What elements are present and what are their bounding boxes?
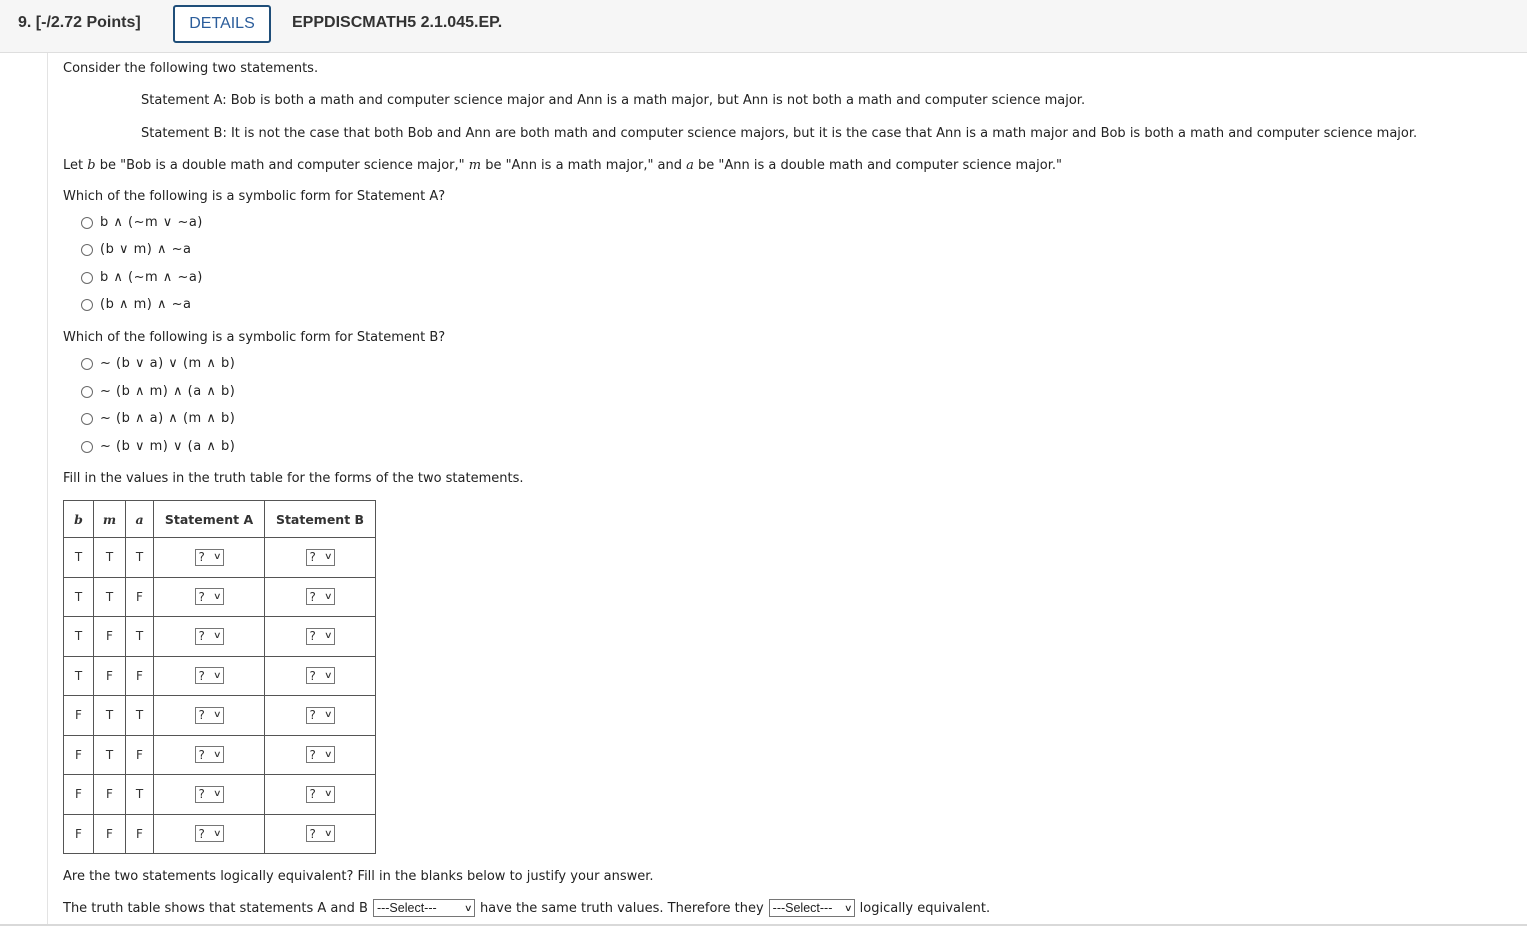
definitions-text: be "Ann is a math major," and [481, 158, 687, 173]
chevron-down-icon: ∨ [212, 670, 222, 681]
cell-a: F [126, 577, 154, 617]
cell-b: T [64, 617, 94, 657]
radio-button[interactable] [81, 441, 93, 453]
table-row [64, 735, 376, 775]
radio-button[interactable] [81, 413, 93, 425]
truth-value-dropdown[interactable] [195, 786, 224, 803]
radio-button[interactable] [81, 244, 93, 256]
sentence-part: have the same truth values. Therefore they [479, 900, 764, 916]
statement-b-option[interactable] [81, 411, 235, 426]
definitions-text: be "Ann is a double math and computer science major." [693, 158, 1062, 173]
truth-value-dropdown[interactable] [306, 786, 335, 803]
details-button[interactable]: DETAILS [173, 5, 271, 43]
cell-m: T [94, 735, 126, 775]
intro-text: Consider the following two statements. [63, 61, 319, 76]
table-row [64, 814, 376, 854]
truth-table [63, 500, 376, 854]
statement-b-option[interactable] [81, 356, 235, 371]
truth-value-dropdown[interactable] [306, 825, 335, 842]
definitions-text: be "Bob is a double math and computer science major," [95, 158, 469, 173]
cell-statement-a [154, 577, 265, 617]
question-number: 9. [-/2.72 Points] [18, 14, 141, 31]
dropdown-value: ? [309, 589, 316, 604]
select-value: ---Select--- [772, 901, 833, 915]
dropdown-value: ? [198, 826, 205, 841]
chevron-down-icon: ∨ [323, 631, 333, 642]
chevron-down-icon: ∨ [323, 749, 333, 760]
statement-a-option[interactable] [81, 215, 203, 230]
truth-value-dropdown[interactable] [195, 667, 224, 684]
cell-m: F [94, 617, 126, 657]
cell-statement-b [265, 617, 376, 657]
cell-m: F [94, 775, 126, 815]
cell-statement-b [265, 735, 376, 775]
equivalence-prompt: Are the two statements logically equivalent? Fill in the blanks below to justify your answer. [63, 869, 654, 884]
header-b: b [64, 501, 94, 538]
variable-b: b [87, 158, 96, 173]
cell-statement-b [265, 577, 376, 617]
dropdown-value: ? [198, 668, 205, 683]
radio-button[interactable] [81, 358, 93, 370]
dropdown-value: ? [309, 708, 316, 723]
question-a-prompt: Which of the following is a symbolic form for Statement A? [63, 189, 446, 204]
cell-a: T [126, 696, 154, 736]
table-header-row [64, 501, 376, 538]
radio-button[interactable] [81, 217, 93, 229]
cell-statement-b [265, 696, 376, 736]
table-row [64, 617, 376, 657]
header-m: m [94, 501, 126, 538]
chevron-down-icon: ∨ [323, 828, 333, 839]
cell-a: F [126, 814, 154, 854]
truth-value-dropdown[interactable] [195, 707, 224, 724]
truth-value-dropdown[interactable] [195, 746, 224, 763]
cell-m: T [94, 538, 126, 578]
chevron-down-icon: ∨ [323, 710, 333, 721]
cell-statement-b [265, 814, 376, 854]
chevron-down-icon: ∨ [323, 670, 333, 681]
cell-statement-b [265, 656, 376, 696]
option-label: (b ∨ m) ∧ ~a [100, 242, 192, 257]
chevron-down-icon: ∨ [212, 591, 222, 602]
chevron-down-icon: ∨ [464, 902, 473, 913]
table-row [64, 656, 376, 696]
cell-m: T [94, 577, 126, 617]
dropdown-value: ? [309, 826, 316, 841]
chevron-down-icon: ∨ [844, 902, 853, 913]
radio-button[interactable] [81, 272, 93, 284]
cell-a: T [126, 538, 154, 578]
chevron-down-icon: ∨ [323, 591, 333, 602]
cell-statement-a [154, 775, 265, 815]
dropdown-value: ? [309, 550, 316, 565]
dropdown-value: ? [198, 708, 205, 723]
option-label: ~ (b ∨ m) ∨ (a ∧ b) [100, 439, 236, 454]
dropdown-value: ? [309, 668, 316, 683]
cell-statement-b [265, 775, 376, 815]
truth-value-dropdown[interactable] [306, 746, 335, 763]
statement-b-option[interactable] [81, 384, 235, 399]
option-label: b ∧ (~m ∧ ~a) [100, 270, 203, 285]
equivalence-select-2[interactable] [769, 899, 855, 917]
statement-a-text: Statement A: Bob is both a math and computer science major and Ann is a math major, but Ann is not both a math and computer science major. [141, 93, 1086, 108]
cell-b: F [64, 814, 94, 854]
truth-value-dropdown[interactable] [306, 667, 335, 684]
truth-value-dropdown[interactable] [306, 549, 335, 566]
sentence-part: logically equivalent. [859, 900, 991, 916]
variable-definitions [63, 158, 1062, 173]
truth-value-dropdown[interactable] [306, 707, 335, 724]
chevron-down-icon: ∨ [212, 552, 222, 563]
sentence-part: The truth table shows that statements A and B [63, 900, 368, 916]
table-row [64, 538, 376, 578]
chevron-down-icon: ∨ [323, 552, 333, 563]
cell-b: F [64, 735, 94, 775]
cell-a: F [126, 735, 154, 775]
question-header [0, 0, 1527, 53]
header-statement-b: Statement B [265, 501, 376, 538]
cell-statement-a [154, 617, 265, 657]
cell-statement-a [154, 538, 265, 578]
truth-value-dropdown[interactable] [306, 588, 335, 605]
cell-statement-a [154, 656, 265, 696]
truth-value-dropdown[interactable] [195, 588, 224, 605]
chevron-down-icon: ∨ [212, 789, 222, 800]
header-statement-a: Statement A [154, 501, 265, 538]
truth-value-dropdown[interactable] [195, 549, 224, 566]
cell-b: T [64, 656, 94, 696]
dropdown-value: ? [198, 747, 205, 762]
cell-m: T [94, 696, 126, 736]
equivalence-select-1[interactable] [373, 899, 475, 917]
dropdown-value: ? [309, 629, 316, 644]
option-label: b ∧ (~m ∨ ~a) [100, 215, 203, 230]
dropdown-value: ? [309, 747, 316, 762]
cell-statement-a [154, 814, 265, 854]
cell-b: F [64, 696, 94, 736]
cell-a: T [126, 775, 154, 815]
option-label: ~ (b ∨ a) ∨ (m ∧ b) [100, 356, 236, 371]
truth-value-dropdown[interactable] [306, 628, 335, 645]
dropdown-value: ? [198, 550, 205, 565]
cell-statement-a [154, 696, 265, 736]
chevron-down-icon: ∨ [212, 828, 222, 839]
dropdown-value: ? [198, 629, 205, 644]
option-label: (b ∧ m) ∧ ~a [100, 297, 192, 312]
cell-a: T [126, 617, 154, 657]
chevron-down-icon: ∨ [212, 631, 222, 642]
statement-b-option[interactable] [81, 439, 235, 454]
statement-a-option[interactable] [81, 270, 203, 285]
equivalence-sentence [63, 899, 990, 917]
cell-b: T [64, 577, 94, 617]
truth-value-dropdown[interactable] [195, 628, 224, 645]
radio-button[interactable] [81, 386, 93, 398]
question-body [47, 53, 1527, 926]
radio-button[interactable] [81, 299, 93, 311]
question-code: EPPDISCMATH5 2.1.045.EP. [292, 14, 503, 31]
variable-a: a [686, 158, 694, 173]
select-value: ---Select--- [376, 901, 437, 915]
header-a: a [126, 501, 154, 538]
chevron-down-icon: ∨ [212, 749, 222, 760]
dropdown-value: ? [309, 787, 316, 802]
chevron-down-icon: ∨ [323, 789, 333, 800]
option-label: ~ (b ∧ m) ∧ (a ∧ b) [100, 384, 236, 399]
dropdown-value: ? [198, 787, 205, 802]
statement-b-text: Statement B: It is not the case that both Bob and Ann are both math and computer science majors, but it is the case that Ann is a math major and Bob is both a math and computer science major. [141, 126, 1418, 141]
variable-m: m [468, 158, 482, 173]
statement-a-option[interactable] [81, 297, 191, 312]
option-label: ~ (b ∧ a) ∧ (m ∧ b) [100, 411, 236, 426]
cell-b: T [64, 538, 94, 578]
cell-m: F [94, 656, 126, 696]
truth-value-dropdown[interactable] [195, 825, 224, 842]
cell-m: F [94, 814, 126, 854]
truth-table-prompt: Fill in the values in the truth table for the forms of the two statements. [63, 471, 524, 486]
chevron-down-icon: ∨ [212, 710, 222, 721]
table-row [64, 775, 376, 815]
table-row [64, 696, 376, 736]
cell-a: F [126, 656, 154, 696]
table-row [64, 577, 376, 617]
definitions-text: Let [63, 158, 88, 173]
question-b-prompt: Which of the following is a symbolic form for Statement B? [63, 330, 446, 345]
cell-b: F [64, 775, 94, 815]
cell-statement-b [265, 538, 376, 578]
cell-statement-a [154, 735, 265, 775]
dropdown-value: ? [198, 589, 205, 604]
statement-a-option[interactable] [81, 242, 191, 257]
